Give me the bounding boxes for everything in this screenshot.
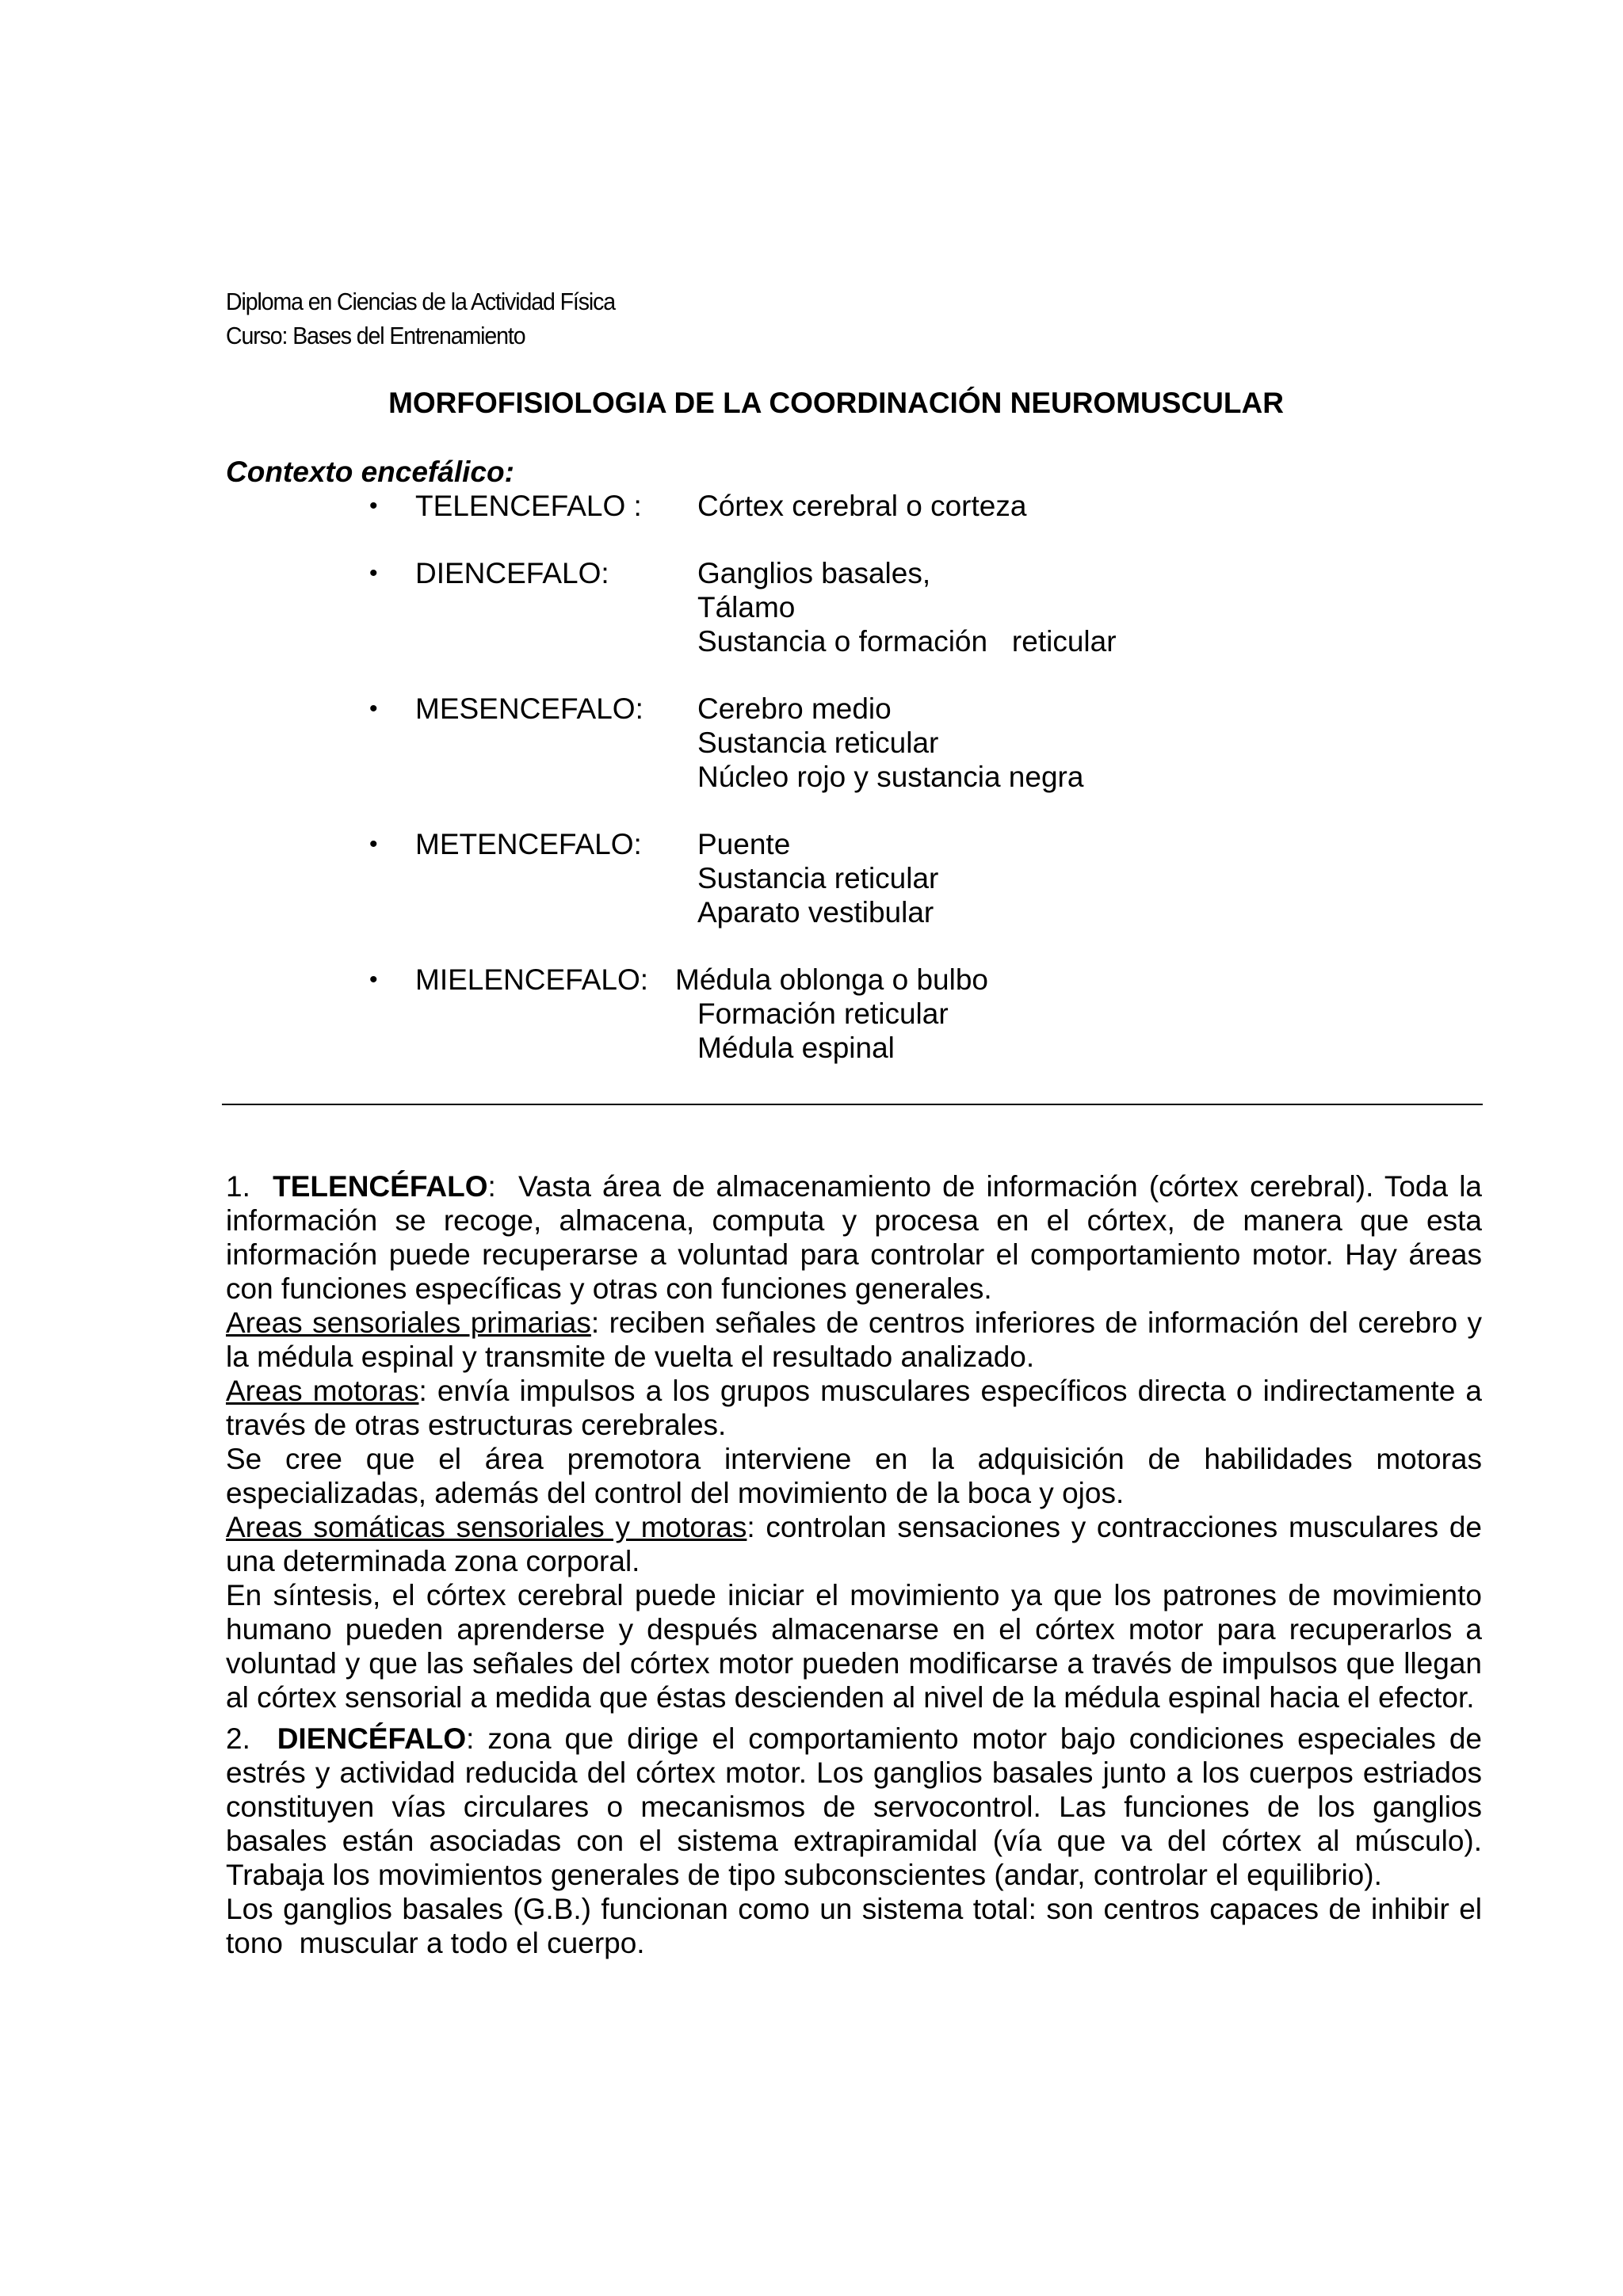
context-item-value: Formación reticular bbox=[697, 997, 949, 1030]
context-item-value: Ganglios basales, bbox=[697, 557, 931, 589]
context-item-name: METENCEFALO: bbox=[415, 828, 642, 860]
sensory-areas-text: : reciben señales de centros inferiores de información del cerebro y la médula espinal y transmite de vuelta el resultado analizado. bbox=[226, 1306, 1482, 1373]
context-item-value: Puente bbox=[697, 828, 791, 860]
somatic-areas-label: Areas somáticas sensoriales y motoras bbox=[226, 1511, 747, 1543]
context-item-values bbox=[697, 827, 938, 929]
section-heading: TELENCÉFALO bbox=[273, 1170, 488, 1203]
section-number: 2. bbox=[226, 1722, 250, 1755]
context-item-value: Sustancia o formación reticular bbox=[697, 625, 1117, 658]
context-item-value: Córtex cerebral o corteza bbox=[697, 490, 1027, 522]
context-item-value: Tálamo bbox=[697, 591, 796, 624]
basal-ganglia-paragraph: Los ganglios basales (G.B.) funcionan como un sistema total: son centros capaces de inhibir el tono muscular a todo el cuerpo. bbox=[226, 1893, 1491, 1959]
context-item-value: Aparato vestibular bbox=[697, 896, 934, 929]
context-item-value: Sustancia reticular bbox=[697, 727, 939, 759]
header-course: Curso: Bases del Entrenamiento bbox=[226, 322, 525, 349]
context-item-value: Cerebro medio bbox=[697, 692, 892, 725]
synthesis-paragraph: En síntesis, el córtex cerebral puede iniciar el movimiento ya que los patrones de movimiento humano pueden aprenderse y después almacenarse en el córtex motor para recuperarlos a voluntad y que las señales del córtex motor pueden modificarse a través de impulsos que llegan al córtex sensorial a medida que éstas descienden al nivel de la médula espinal hacia el efector. bbox=[226, 1579, 1482, 1714]
context-item-name: DIENCEFALO: bbox=[415, 557, 609, 589]
section-number: 1. bbox=[226, 1170, 250, 1203]
section-intro bbox=[226, 1722, 1482, 1892]
context-item-name: TELENCEFALO : bbox=[415, 490, 642, 522]
context-item-values bbox=[675, 963, 988, 1065]
section-heading: DIENCÉFALO bbox=[277, 1722, 467, 1755]
somatic-areas-text: : controlan sensaciones y contracciones musculares de una determinada zona corporal. bbox=[226, 1511, 1482, 1577]
motor-areas-paragraph bbox=[226, 1374, 1482, 1442]
motor-areas-text: : envía impulsos a los grupos musculares específicos directa o indirectamente a través de otras estructuras cerebrales. bbox=[226, 1375, 1483, 1441]
section-intro-text: : zona que dirige el comportamiento motor bajo condiciones especiales de estrés y actividad reducida del córtex motor. Los ganglios basales junto a los cuerpos estriados constituyen vías circulares o mecanismos de servocontrol. Las funciones de los ganglios basales están asociadas con el sistema extrapiramidal (vía que va del córtex al músculo). Trabaja los movimientos generales de tipo subconscientes (andar, controlar el equilibrio). bbox=[226, 1722, 1483, 1891]
context-item-value: Médula espinal bbox=[697, 1032, 895, 1064]
context-item-values bbox=[697, 556, 1117, 658]
context-item-values bbox=[697, 489, 1026, 523]
section-diencefalo bbox=[226, 1722, 1491, 1960]
bullet-icon: • bbox=[369, 696, 378, 722]
context-item-name: MIELENCEFALO: bbox=[415, 963, 649, 996]
context-item-value: Sustancia reticular bbox=[697, 862, 939, 894]
bullet-icon: • bbox=[369, 831, 378, 857]
bullet-icon: • bbox=[369, 493, 378, 519]
context-item-value: Médula oblonga o bulbo bbox=[675, 963, 988, 996]
context-item-value: Núcleo rojo y sustancia negra bbox=[697, 761, 1084, 793]
section-intro-text: : Vasta área de almacenamiento de información (córtex cerebral). Toda la información se recoge, almacena, computa y procesa en el córtex, de manera que esta información puede recuperarse a voluntad para controlar el comportamiento motor. Hay áreas con funciones específicas y otras con funciones generales. bbox=[226, 1170, 1491, 1305]
premotor-paragraph: Se cree que el área premotora interviene en la adquisición de habilidades motoras especializadas, además del control del movimiento de la boca y ojos. bbox=[226, 1443, 1482, 1509]
section-telencefalo bbox=[226, 1169, 1491, 1714]
context-item-name: MESENCEFALO: bbox=[415, 692, 643, 725]
context-item-values bbox=[697, 692, 1083, 794]
section-intro bbox=[226, 1169, 1491, 1306]
context-heading: Contexto encefálico: bbox=[226, 456, 514, 488]
sensory-areas-paragraph bbox=[226, 1306, 1482, 1374]
document-title: MORFOFISIOLOGIA DE LA COORDINACIÓN NEUROMUSCULAR bbox=[388, 387, 1284, 419]
bullet-icon: • bbox=[369, 967, 378, 993]
section-divider bbox=[222, 1104, 1483, 1105]
somatic-areas-paragraph bbox=[226, 1510, 1482, 1578]
motor-areas-label: Areas motoras bbox=[226, 1375, 419, 1407]
header-diploma: Diploma en Ciencias de la Actividad Física bbox=[226, 288, 616, 315]
sensory-areas-label: Areas sensoriales primarias bbox=[226, 1306, 591, 1339]
bullet-icon: • bbox=[369, 560, 378, 586]
